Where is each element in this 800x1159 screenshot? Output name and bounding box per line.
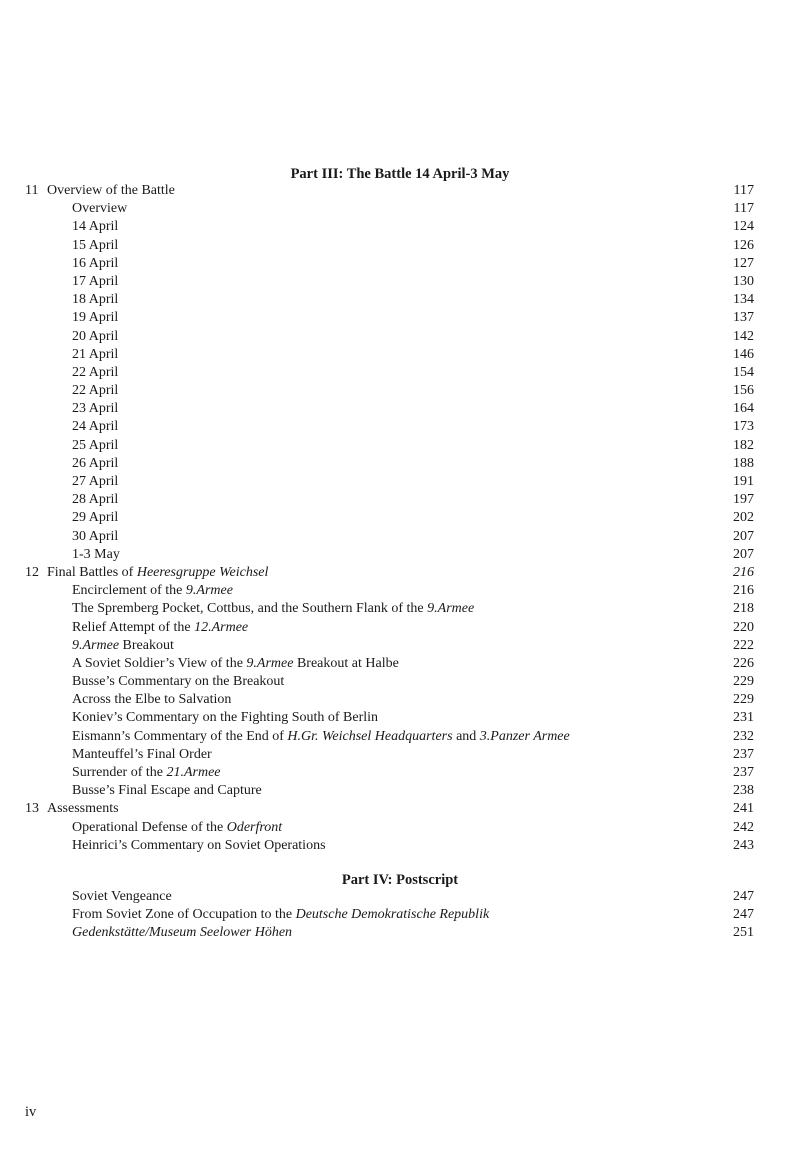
- entry-title: 15 April: [72, 237, 119, 253]
- entry-title: [72, 600, 474, 618]
- entry-title: 18 April: [72, 292, 119, 308]
- title-italic-text: Heeresgruppe Weichsel: [136, 564, 269, 580]
- entry-text: and: [452, 728, 480, 744]
- page-number: 191: [733, 474, 754, 489]
- toc-entry[interactable]: [0, 764, 800, 782]
- toc-entry[interactable]: [0, 837, 800, 855]
- toc-entry[interactable]: [0, 655, 800, 673]
- entry-text: Relief Attempt of the: [72, 619, 195, 635]
- entry-title: 26 April: [72, 455, 119, 471]
- entry-text: A Soviet Soldier’s View of the: [72, 655, 247, 671]
- entry-title: 30 April: [72, 528, 119, 544]
- entry-title: 20 April: [72, 328, 119, 344]
- entry-title: 14 April: [72, 219, 119, 235]
- page-number: 247: [733, 907, 754, 923]
- page-number: 142: [733, 328, 754, 344]
- toc-entry[interactable]: [0, 637, 800, 655]
- page-number: 237: [733, 765, 754, 780]
- page-number: 126: [733, 237, 754, 253]
- page-number: 222: [733, 637, 754, 653]
- page-number: 226: [733, 655, 754, 671]
- entry-italic-text: 21.Armee: [166, 765, 221, 780]
- entry-text: From Soviet Zone of Occupation to the: [72, 907, 296, 923]
- toc-entry[interactable]: [0, 255, 800, 273]
- toc-entry[interactable]: [0, 691, 800, 709]
- page-number: 231: [733, 710, 754, 726]
- entry-title: 17 April: [72, 273, 119, 289]
- entry-title: 27 April: [72, 474, 119, 489]
- entry-italic-text: 12.Armee: [194, 619, 249, 635]
- part-4-entries: [0, 888, 800, 943]
- entry-title: Busse’s Final Escape and Capture: [72, 783, 262, 799]
- entry-title: [72, 582, 233, 600]
- page-number: 124: [733, 219, 754, 235]
- entry-title: Busse’s Commentary on the Breakout: [72, 674, 285, 690]
- page-number: 216: [733, 583, 754, 599]
- entry-title: Heinrici’s Commentary on Soviet Operations: [72, 837, 326, 853]
- toc-entry[interactable]: [0, 455, 800, 473]
- page-number: 243: [733, 837, 754, 853]
- toc-entry[interactable]: [0, 924, 800, 942]
- page-number: 173: [733, 419, 754, 435]
- page-number: 216: [733, 564, 754, 580]
- toc-entry[interactable]: [0, 237, 800, 255]
- entry-title: [72, 906, 489, 924]
- page-number: 197: [733, 492, 754, 508]
- chapter-title: Assessments: [47, 801, 119, 817]
- entry-title: 22 April: [72, 383, 119, 399]
- page-number: 134: [733, 292, 754, 308]
- page-number: 237: [733, 746, 754, 762]
- page-folio: iv: [25, 1104, 37, 1120]
- toc-entry[interactable]: [0, 437, 800, 455]
- entry-title: 28 April: [72, 492, 119, 508]
- toc-entry[interactable]: [0, 328, 800, 346]
- toc-entry[interactable]: [0, 309, 800, 327]
- entry-text: The Spremberg Pocket, Cottbus, and the Southern Flank of the: [72, 601, 428, 617]
- page-number: 182: [733, 437, 754, 453]
- toc-chapter-13[interactable]: [0, 800, 800, 818]
- entry-title: 19 April: [72, 310, 119, 326]
- toc-entry[interactable]: [0, 888, 800, 906]
- toc-entry[interactable]: [0, 273, 800, 291]
- entry-title: Koniev’s Commentary on the Fighting South of Berlin: [72, 710, 379, 726]
- entry-text: Eismann’s Commentary of the End of: [72, 728, 288, 744]
- toc-entry[interactable]: [0, 291, 800, 309]
- part-4-title: Part IV: Postscript: [341, 872, 459, 888]
- page-number: 242: [733, 819, 754, 835]
- entry-title: [72, 655, 399, 673]
- entry-title: [72, 637, 174, 655]
- entry-title: Manteuffel’s Final Order: [72, 746, 212, 762]
- toc-entry[interactable]: [0, 728, 800, 746]
- entry-title: Gedenkstätte/Museum Seelower Höhen: [72, 925, 293, 941]
- page-number: 154: [733, 364, 754, 380]
- toc-entry[interactable]: [0, 746, 800, 764]
- entry-italic-text: 9.Armee: [246, 655, 294, 671]
- entry-italic-text: 9.Armee: [72, 637, 120, 653]
- page-number: 232: [733, 728, 754, 744]
- entry-italic-text: 3.Panzer Armee: [479, 728, 570, 744]
- toc-entry[interactable]: [0, 709, 800, 727]
- page-number: 137: [733, 310, 754, 326]
- toc-chapter-11[interactable]: [0, 182, 800, 200]
- toc-entry[interactable]: [0, 473, 800, 491]
- toc-entry[interactable]: [0, 218, 800, 236]
- part-3-title: Part III: The Battle 14 April-3 May: [290, 166, 510, 182]
- toc-entry[interactable]: [0, 546, 800, 564]
- chapter-title: Overview of the Battle: [47, 183, 175, 198]
- entry-italic-text: 9.Armee: [427, 601, 475, 617]
- page-number: 188: [733, 455, 754, 471]
- toc-entry[interactable]: [0, 819, 800, 837]
- toc-chapter-12[interactable]: [0, 564, 800, 582]
- toc-entry[interactable]: [0, 600, 800, 618]
- chapter-number: 12: [25, 564, 39, 580]
- toc-entry[interactable]: [0, 906, 800, 924]
- page-number: 229: [733, 674, 754, 690]
- entry-text: Encirclement of the: [72, 583, 186, 599]
- entry-title: Across the Elbe to Salvation: [72, 692, 232, 708]
- page-number: 127: [733, 255, 754, 271]
- entry-text: Breakout at Halbe: [293, 655, 399, 671]
- page-number: 238: [733, 783, 754, 799]
- toc-entry[interactable]: [0, 491, 800, 509]
- entry-text: Operational Defense of the: [72, 819, 227, 835]
- page-number: 117: [733, 183, 754, 198]
- toc-entry[interactable]: [0, 364, 800, 382]
- page-number: 241: [733, 801, 754, 817]
- toc-entry[interactable]: [0, 619, 800, 637]
- page-number: 202: [733, 510, 754, 526]
- entry-title: 21 April: [72, 346, 119, 362]
- entry-title: 29 April: [72, 510, 119, 526]
- entry-italic-text: Deutsche Demokratische Republik: [295, 907, 490, 923]
- page-number: 247: [733, 889, 754, 904]
- chapter-title: [47, 564, 268, 582]
- page-number: 117: [733, 201, 754, 217]
- entry-title: 23 April: [72, 401, 119, 417]
- page-number: 220: [733, 619, 754, 635]
- entry-title: Soviet Vengeance: [72, 889, 172, 904]
- toc-entry[interactable]: [0, 382, 800, 400]
- chapter-number: 13: [25, 801, 39, 817]
- toc-entry[interactable]: [0, 782, 800, 800]
- toc-entry[interactable]: [0, 418, 800, 436]
- toc-entry[interactable]: [0, 673, 800, 691]
- page-number: 164: [733, 401, 754, 417]
- entry-italic-text: Oderfront: [226, 819, 283, 835]
- toc-entry[interactable]: [0, 200, 800, 218]
- page-number: 130: [733, 273, 754, 289]
- title-text: Final Battles of: [47, 564, 137, 580]
- toc-entry[interactable]: [0, 509, 800, 527]
- entry-italic-text: 9.Armee: [185, 583, 233, 599]
- entry-title: [72, 619, 248, 637]
- entry-title: [72, 728, 570, 746]
- toc-entry[interactable]: [0, 528, 800, 546]
- page-number: 229: [733, 692, 754, 708]
- page-number: 207: [733, 546, 754, 562]
- page-number: 156: [733, 383, 754, 399]
- part-3-entries: [0, 182, 800, 855]
- page-number: 146: [733, 346, 754, 362]
- entry-title: 1-3 May: [72, 546, 120, 562]
- page-number: 207: [733, 528, 754, 544]
- entry-text: Breakout: [119, 637, 174, 653]
- entry-title: 22 April: [72, 364, 119, 380]
- entry-title: 25 April: [72, 437, 119, 453]
- toc-entry[interactable]: [0, 582, 800, 600]
- entry-text: Surrender of the: [72, 765, 167, 780]
- entry-italic-text: H.Gr. Weichsel Headquarters: [287, 728, 453, 744]
- entry-title: Overview: [72, 201, 128, 217]
- entry-title: 16 April: [72, 255, 119, 271]
- toc-entry[interactable]: [0, 400, 800, 418]
- page-number: 251: [733, 925, 754, 941]
- page-number: 218: [733, 601, 754, 617]
- toc-entry[interactable]: [0, 346, 800, 364]
- entry-title: [72, 764, 221, 782]
- entry-title: 24 April: [72, 419, 119, 435]
- chapter-number: 11: [25, 183, 39, 198]
- entry-title: [72, 819, 282, 837]
